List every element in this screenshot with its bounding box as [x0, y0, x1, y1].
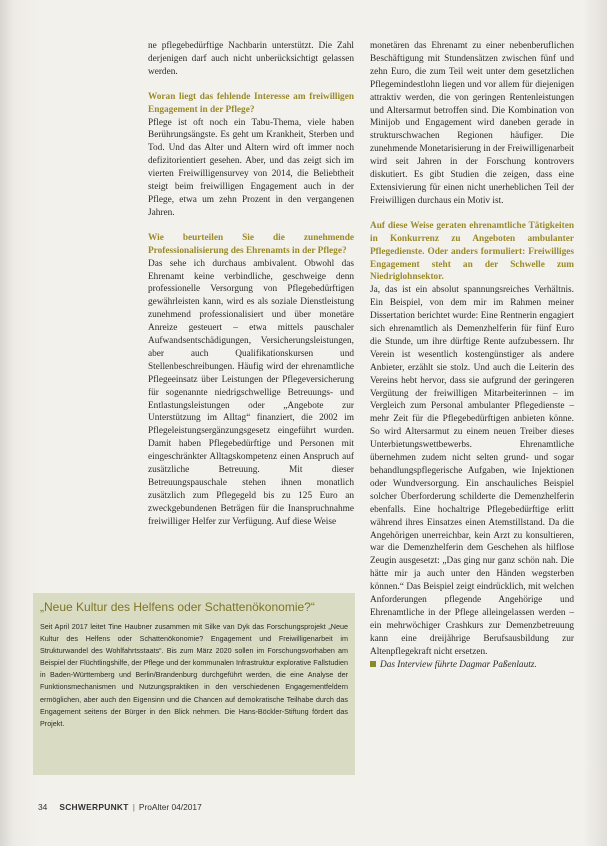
info-box	[33, 593, 355, 775]
left-column	[148, 40, 354, 529]
page-number: 34	[38, 802, 48, 812]
section-name: SCHWERPUNKT	[59, 802, 129, 812]
info-box-title: „Neue Kultur des Helfens oder Schattenökonomie?“	[40, 600, 315, 614]
right-column	[370, 40, 574, 672]
intro-paragraph: ne pflegebedürftige Nachbarin unterstützt. Die Zahl derjenigen darf auch nicht unberücksichtigt gelassen werden.	[148, 41, 354, 77]
answer-paragraph: Ja, das ist ein absolut spannungsreiches Verhältnis. Ein Beispiel, von dem mir im Rahmen meiner Dissertation berichtet wurde: Eine Rentnerin engagiert sich ehrenamtlich als Demenzhelferin für fünf Euro die Stunde, um ihre dürftige Rente aufzubessern. Ihr Verein ist wesentlich kostengünstiger als andere Anbieter, erzählt sie stolz. Und auch die Leiterin des Vereins hebt hervor, dass sie aufgrund der geringeren Vergütung der freiwilligen Mitarbeiterinnen – im Vergleich zum Personal ambulanter Pflegedienste – mehr Zeit für die Pflegebedürftigen anbieten könne. So wird Altersarmut zu einem neuen Treiber dieses Unterbietungswettbewerbs. Ehrenamtliche übernehmen zudem nicht selten grund- und sogar behandlungspflegerische Aufgaben, wie Injektionen oder Wundversorgung. Ein anschauliches Beispiel solcher Überforderung schilderte die Demenzhelferin ebenfalls. Eine hochaltrige Pflegebedürftige erlitt während ihres Einsatzes einen Atemstillstand. Da die Angehörigen unerreichbar, kein Arzt zu konsultieren, war die Demenzhelferin dem Geschehen als hilflose Zeugin ausgesetzt: „Das ging nur ganz schön nah. Die hätte mir ja auch unter den Händen wegsterben können.“ Das Beispiel zeigt eindrücklich, mit welchen Anforderungen pflegende Angehörige und Ehrenamtliche in der Pflege alleingelassen werden – ein mehrwöchiger Crashkurs zur Demenzbetreuung kann eine dreijährige Berufsausbildung zur Altenpflegekraft nicht ersetzen.	[370, 285, 574, 657]
footer-separator: |	[132, 802, 135, 812]
interview-credit	[370, 659, 574, 672]
page-footer	[38, 802, 202, 812]
question-heading: Wie beurteilen Sie die zunehmende Professionalisierung des Ehrenamts in der Pflege?	[148, 232, 354, 256]
continued-paragraph: monetären das Ehrenamt zu einer nebenberuflichen Beschäftigung mit Stundensätzen zwischen fünf und zehn Euro, die zum Teil weit unter dem gesetzlichen Pflegemindestlohn liegen und vor allem für diejenigen attraktiv werden, die von geringen Rentenleistungen und Altersarmut betroffen sind. Die Kombination von Minijob und Engagement wird daneben gerade in strukturschwachen Regionen häufiger. Die zunehmende Monetarisierung in der Freiwilligenarbeit wird seit Jahren in der Forschung kontrovers diskutiert. Es gibt Studien die zeigen, dass eine Extensivierung für einen nicht unerheblichen Teil der Freiwilligen durchaus ein Motiv ist.	[370, 41, 574, 206]
question-heading: Woran liegt das fehlende Interesse am freiwilligen Engagement in der Pflege?	[148, 91, 354, 115]
info-box-body: Seit April 2017 leitet Tine Haubner zusammen mit Silke van Dyk das Forschungsprojekt „Neue Kultur des Helfens oder Schattenökonomie? Engagement und Freiwilligenarbeit im Strukturwandel des Wohlfahrtsstaats“. Bis zum März 2020 sollen im Forschungsvorhaben am Beispiel der Flüchtlingshilfe, der Pflege und der kommunalen Infrastruktur explorative Fallstudien in Baden-Württemberg und Berlin/Brandenburg durchgeführt werden, die eine Analyse der Funktionsmechanismen und Nutzungspraktiken in den verschiedenen Engagementfeldern ermöglichen, aber auch den Eigensinn und die Chancen auf demokratische Teilhabe durch das Engagement seitens der Bürger in den Blick nehmen. Die Hans-Böckler-Stiftung fördert das Projekt.	[40, 622, 348, 728]
question-heading: Auf diese Weise geraten ehrenamtliche Tätigkeiten in Konkurrenz zu Angeboten ambulanter Pflegedienste. Oder anders formuliert: Freiwilliges Engagement steht an der Schwelle zum Niedriglohnsektor.	[370, 220, 574, 283]
answer-paragraph: Pflege ist oft noch ein Tabu-Thema, viele haben Berührungsängste. Es geht um Krankheit, Sterben und Tod. Und das Alter und Altern wird oft immer noch defizitorientiert gesehen. Aber, und das zeigt sich im vierten Freiwilligensurvey von 2014, die Beliebtheit steigt beim freiwilligen Engagement auch in der Pflege, etwa um zehn Prozent in den vergangenen Jahren.	[148, 117, 354, 218]
interview-credit-text: Das Interview führte Dagmar Paßenlautz.	[380, 659, 537, 670]
answer-paragraph: Das sehe ich durchaus ambivalent. Obwohl das Ehrenamt keine verbindliche, geschweige denn professionelle Versorgung von Pflegebedürftigen gewährleisten kann, wird es als soziale Dienstleistung zunehmend professionalisiert und über monetäre Anreize gesteuert – etwa mittels pauschaler Aufwandsentschädigungen, Versicherungsleistungen, aber auch Qualifikationskursen und Stellenbeschreibungen. Häufig wird der ehrenamtliche Pflegeeinsatz über Leistungen der Pflegeversicherung für sogenannte niedrigschwellige Betreuungs- und Entlastungsleistungen oder „Angebote zur Unterstützung im Alltag“ finanziert, die 2002 im Pflegeleistungsergänzungsgesetz eingeführt wurden. Damit haben Pflegebedürftige und Personen mit eingeschränkter Alltagskompetenz einen Anspruch auf zusätzliche Betreuung. Mit dieser Betreuungspauschale stehen ihnen monatlich zusätzlich zum Pflegegeld bis zu 125 Euro an zweckgebundenen Beträgen für die Inanspruchnahme freiwilliger Helfer zur Verfügung. Auf diese Weise	[148, 258, 354, 527]
issue-label: ProAlter 04/2017	[138, 802, 202, 812]
square-bullet-icon	[370, 661, 376, 667]
